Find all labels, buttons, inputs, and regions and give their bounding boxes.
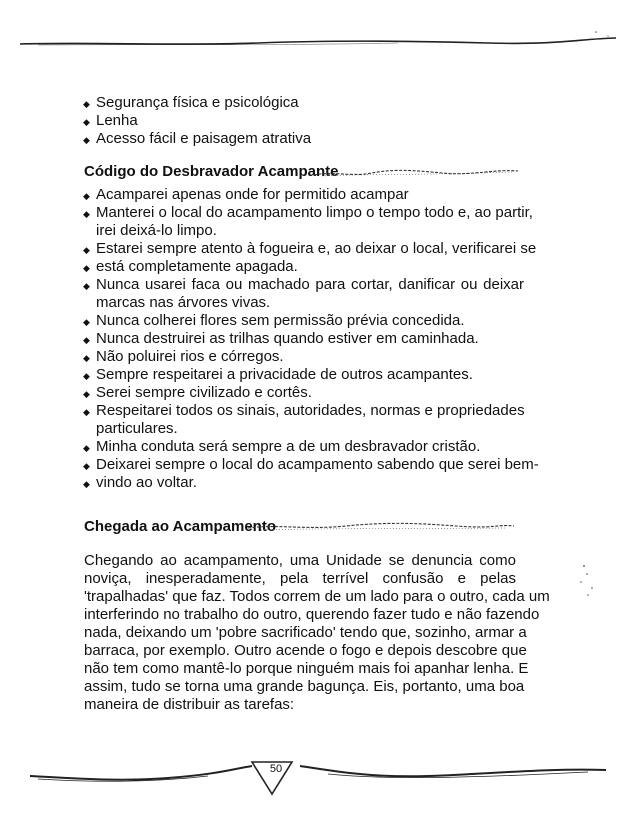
list-item: marcas nas árvores vivas. bbox=[96, 294, 271, 311]
paragraph-line: maneira de distribuir as tarefas: bbox=[84, 696, 295, 713]
list-item: ◆ Minha conduta será sempre a de um desbravador cristão. bbox=[84, 438, 524, 456]
paragraph-line: 'trapalhadas' que faz. Todos correm de um lado para o outro, cada um bbox=[84, 588, 550, 605]
paragraph-line: noviça, inesperadamente, pela terrível confusão e pelas bbox=[84, 570, 516, 587]
list-item: ◆ Nunca destruirei as trilhas quando estiver em caminhada. bbox=[84, 330, 524, 348]
section-title-chegada: Chegada ao Acampamento bbox=[84, 518, 276, 535]
paragraph-line: Chegando ao acampamento, uma Unidade se denuncia como bbox=[84, 552, 516, 569]
chegada-paragraph bbox=[84, 552, 550, 714]
top-decorative-rule bbox=[18, 30, 618, 60]
paragraph-line: interferindo no trabalho do outro, querendo fazer tudo e não fazendo bbox=[84, 606, 540, 623]
list-item: ◆ Nunca usarei faca ou machado para cortar, danificar ou deixar bbox=[84, 276, 524, 294]
section-title-codigo: Código do Desbravador Acampante bbox=[84, 163, 339, 180]
list-item: irei deixá-lo limpo. bbox=[96, 222, 217, 239]
list-item: ◆ Respeitarei todos os sinais, autoridades, normas e propriedades bbox=[84, 402, 524, 420]
title-decoration bbox=[312, 166, 520, 180]
paragraph-line: nada, deixando um 'pobre sacrificado' tendo que, sozinho, armar a bbox=[84, 624, 527, 641]
paragraph-line: barraca, por exemplo. Outro acende o fogo e depois descobre que bbox=[84, 642, 527, 659]
list-item: ◆ Serei sempre civilizado e cortês. bbox=[84, 384, 524, 402]
list-item: ◆ Sempre respeitarei a privacidade de outros acampantes. bbox=[84, 366, 524, 384]
list-item: ◆ Acamparei apenas onde for permitido acampar bbox=[84, 186, 524, 204]
list-item: ◆ Não poluirei rios e córregos. bbox=[84, 348, 524, 366]
list-item: particulares. bbox=[96, 420, 178, 437]
list-item: ◆ Nunca colherei flores sem permissão prévia concedida. bbox=[84, 312, 524, 330]
list-item: ◆ Deixarei sempre o local do acampamento sabendo que serei bem- bbox=[84, 456, 524, 474]
list-item: ◆ Estarei sempre atento à fogueira e, ao deixar o local, verificarei se bbox=[84, 240, 524, 258]
list-item: ◆ Acesso fácil e paisagem atrativa bbox=[84, 130, 311, 148]
list-item: ◆ Manterei o local do acampamento limpo o tempo todo e, ao partir, bbox=[84, 204, 524, 222]
list-item: ◆ vindo ao voltar. bbox=[84, 474, 524, 492]
scan-specks bbox=[578, 562, 602, 602]
bottom-decorative-rule bbox=[28, 752, 608, 796]
paragraph-line: não tem como mantê-lo porque ninguém mais foi apanhar lenha. E bbox=[84, 660, 529, 677]
paragraph-line: assim, tudo se torna uma grande bagunça. Eis, portanto, uma boa bbox=[84, 678, 525, 695]
list-item: ◆ Segurança física e psicológica bbox=[84, 94, 311, 112]
top-bullet-list bbox=[84, 94, 311, 148]
codigo-list bbox=[84, 186, 539, 492]
title-decoration bbox=[246, 520, 516, 534]
list-item: ◆ está completamente apagada. bbox=[84, 258, 524, 276]
page-number: 50 bbox=[269, 763, 283, 775]
list-item: ◆ Lenha bbox=[84, 112, 311, 130]
